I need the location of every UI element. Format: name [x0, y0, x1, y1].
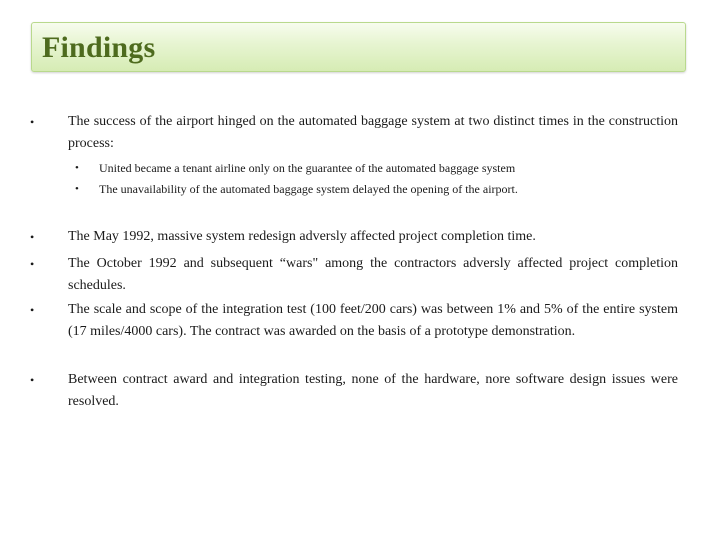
bullet-text: The May 1992, massive system redesign adversly affected project completion time. [68, 229, 536, 244]
bullet-text: Between contract award and integration testing, none of the hardware, nore software design issues were resolved. [68, 372, 678, 409]
bullet-dot-icon: • [30, 230, 35, 244]
bullet-text: The success of the airport hinged on the automated baggage system at two distinct times in the construction process: [68, 114, 678, 151]
bullet-text: The October 1992 and subsequent “wars" among the contractors adversly affected project completion schedules. [68, 256, 678, 293]
sub-bullet-dot-icon: • [75, 162, 79, 174]
sub-bullet-dot-icon: • [75, 183, 79, 195]
slide-title: Findings [42, 31, 156, 64]
sub-bullet-text: The unavailability of the automated baggage system delayed the opening of the airport. [99, 182, 518, 196]
sub-bullet-text: United became a tenant airline only on the guarantee of the automated baggage system [99, 161, 516, 175]
bullet-dot-icon: • [30, 303, 35, 317]
bullet-dot-icon: • [30, 373, 35, 387]
bullet-text: The scale and scope of the integration test (100 feet/200 cars) was between 1% and 5% of the entire system (17 miles/4000 cars). The contract was awarded on the basis of a prototype demonstration. [68, 302, 678, 339]
bullet-dot-icon: • [30, 257, 35, 271]
bullet-dot-icon: • [30, 115, 35, 129]
